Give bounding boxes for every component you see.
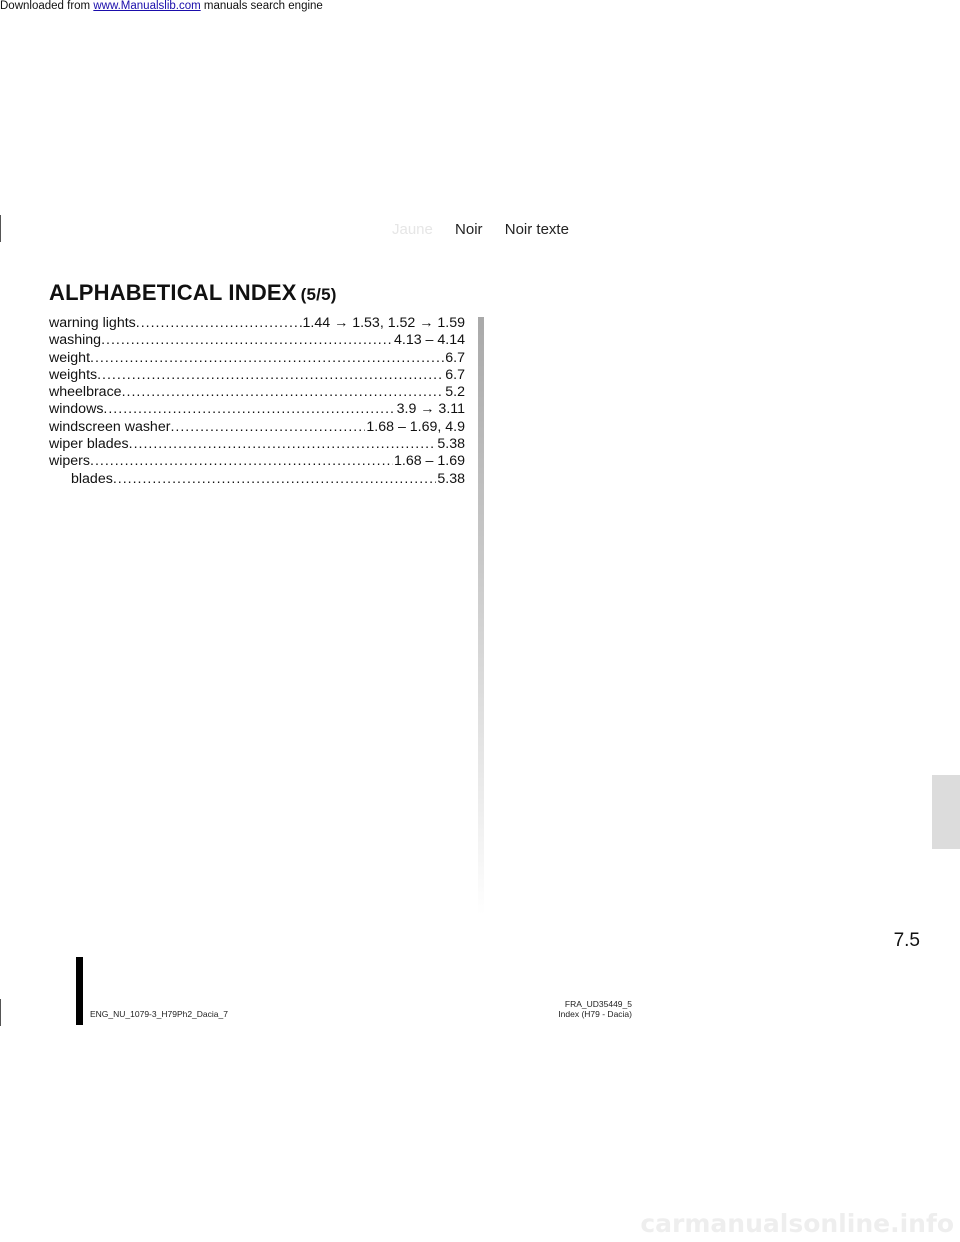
manualslib-link[interactable]: www.Manualslib.com xyxy=(93,0,201,12)
leader-dots xyxy=(90,453,393,470)
index-entry xyxy=(49,332,465,349)
index-page-ref: 6.7 xyxy=(445,349,465,366)
index-subentry xyxy=(49,471,465,488)
section-thumb-tab xyxy=(932,775,960,849)
index-term: windows xyxy=(49,401,104,418)
index-page-ref: 3.9 → 3.11 xyxy=(396,401,465,418)
index-entry xyxy=(49,436,465,453)
footer-document-code: ENG_NU_1079-3_H79Ph2_Dacia_7 xyxy=(90,1009,228,1019)
black-margin-bar xyxy=(76,957,83,1025)
label-jaune: Jaune xyxy=(392,221,433,238)
color-registration-labels xyxy=(392,221,587,238)
index-term: warning lights xyxy=(49,315,136,331)
leader-dots xyxy=(129,436,437,453)
leader-dots xyxy=(136,315,302,332)
index-entry xyxy=(49,419,465,436)
index-term: wipers xyxy=(49,453,90,470)
leader-dots xyxy=(101,332,393,349)
label-noir-texte: Noir texte xyxy=(504,221,569,238)
index-list xyxy=(49,315,465,488)
index-entry xyxy=(49,384,465,401)
index-entry xyxy=(49,350,465,367)
leader-dots xyxy=(103,401,395,418)
index-entry xyxy=(49,453,465,470)
index-entry xyxy=(49,367,465,384)
index-term: washing xyxy=(49,332,102,349)
index-page-ref: 1.68 – 1.69, 4.9 xyxy=(366,418,465,435)
footer-reference-section: Index (H79 - Dacia) xyxy=(558,1009,632,1019)
index-term: windscreen washer xyxy=(49,418,171,435)
manualslib-watermark xyxy=(0,0,323,12)
leader-dots xyxy=(90,350,444,367)
page-number: 7.5 xyxy=(893,930,920,951)
index-page-ref: 5.2 xyxy=(445,384,465,401)
watermark-prefix: Downloaded from xyxy=(0,0,94,12)
index-term: weights xyxy=(49,366,98,383)
index-term: wheelbrace xyxy=(49,384,122,401)
index-term: blades xyxy=(71,470,113,487)
page-title-text: ALPHABETICAL INDEX xyxy=(49,280,297,305)
leader-dots xyxy=(170,419,365,436)
index-page-ref: 1.44 → 1.53, 1.52 → 1.59 xyxy=(302,315,465,331)
index-page-ref: 5.38 xyxy=(437,436,465,453)
crop-mark-top-left xyxy=(0,215,1,242)
index-term: wiper blades xyxy=(49,436,129,453)
crop-mark-bottom-left xyxy=(0,999,1,1026)
index-entry xyxy=(49,315,465,332)
index-page-ref: 4.13 – 4.14 xyxy=(394,332,465,349)
index-page-ref: 6.7 xyxy=(445,366,465,383)
label-noir: Noir xyxy=(455,221,483,238)
footer-reference-code: FRA_UD35449_5 xyxy=(564,999,632,1009)
watermark-suffix: manuals search engine xyxy=(200,0,323,12)
page-title xyxy=(49,280,337,306)
carmanualsonline-watermark: carmanualsonline.info xyxy=(640,1209,954,1238)
leader-dots xyxy=(113,471,437,488)
page-title-part: (5/5) xyxy=(300,285,337,304)
leader-dots xyxy=(122,384,445,401)
index-page-ref: 1.68 – 1.69 xyxy=(394,453,465,470)
index-term: weight xyxy=(49,349,91,366)
index-entry xyxy=(49,401,465,418)
leader-dots xyxy=(97,367,444,384)
index-page-ref: 5.38 xyxy=(437,470,465,487)
column-divider-gradient xyxy=(478,317,484,915)
footer-reference xyxy=(512,999,632,1019)
